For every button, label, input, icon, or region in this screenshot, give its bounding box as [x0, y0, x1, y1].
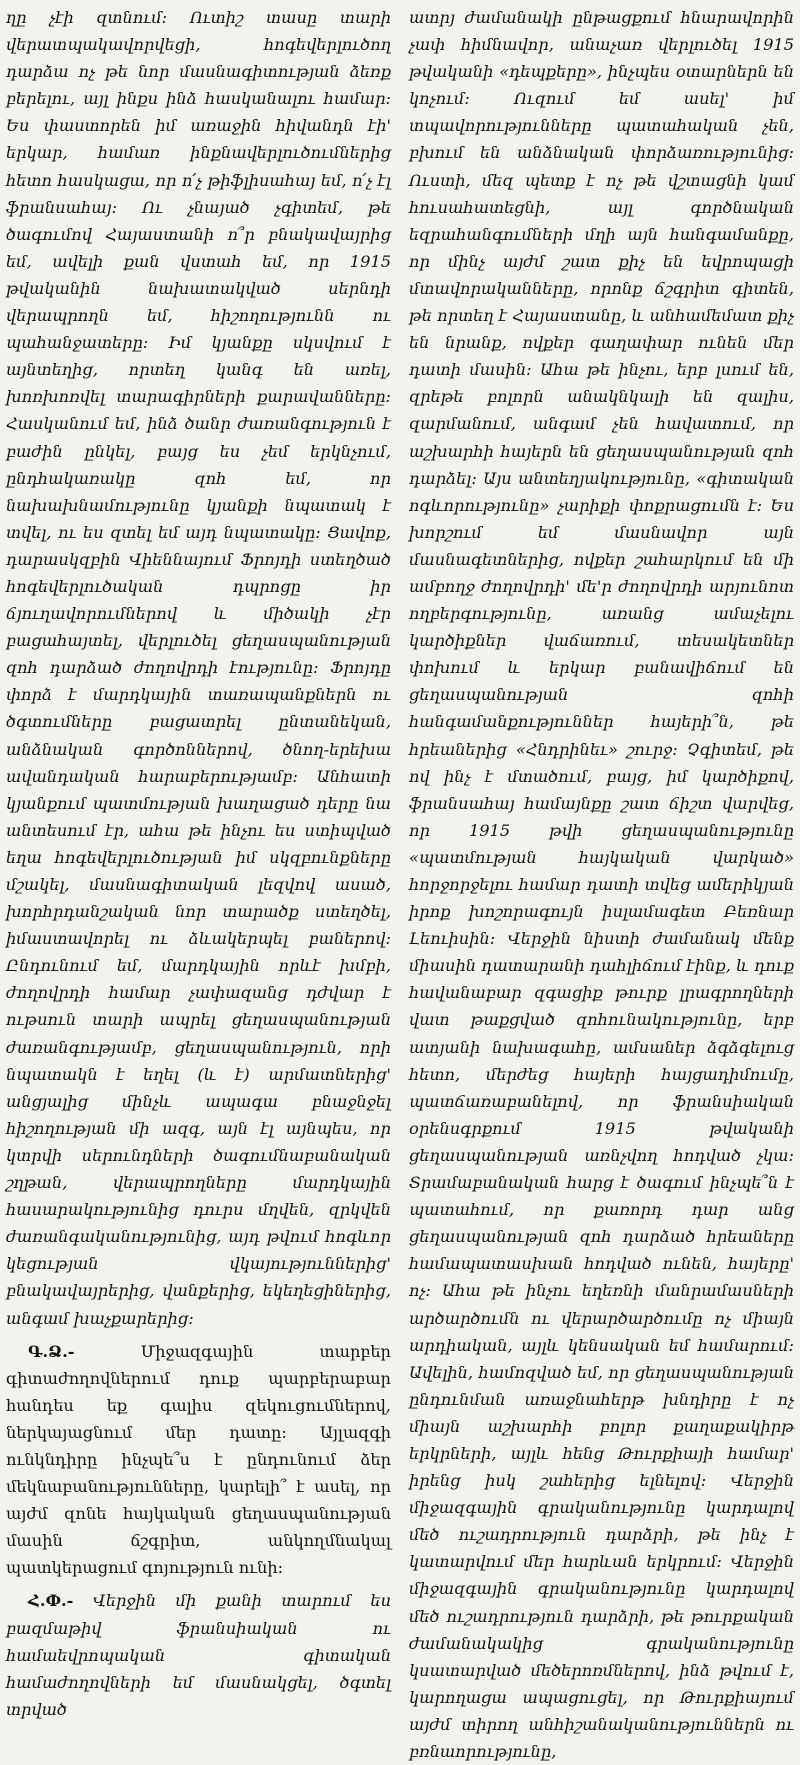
- answer-text: Վերջին մի քանի տարում ես բազմաթիվ ֆրանսիական ու համաեվրոպական գիտական համաժողովների եմ մասնակցել, ծգտել տրված: [6, 1591, 391, 1719]
- interview-question-paragraph: [6, 1338, 391, 1582]
- left-text-column: [6, 4, 391, 1719]
- speaker-label: Հ.Փ.-: [28, 1591, 74, 1611]
- speaker-label: Գ.Ձ.-: [28, 1341, 75, 1361]
- interview-answer-paragraph: [6, 1587, 391, 1722]
- right-text-column: [409, 4, 794, 1761]
- interview-answer-paragraph: ղը չէի զտնում: Ուտիշ տասը տարի վերատպակավորվեցի, հոգեվերլուծող դարձա ոչ թե նոր մասնագիտության ձեռք բերելու, այլ ինքս ինձ հասկանալու համար: Ես փաստորեն իմ առաջին հիվանդն էի' երկար, համառ ինքնավերլուծումներից հետո հասկացա, որ ո՛չ թիֆլիսահայ եմ, ո՛չ էլ ֆրանսահայ: Ու չնայած չգիտեմ, թե ծագումով Հայաստանի ո՞ր բնակավայրից եմ, ավելի քան վստահ եմ, որ 1915 թվականին նախատակված սերնդի վերապրողն եմ, հիշողությունն ու պահանջատերը: Իմ կյանքը սկսվում է այնտեղից, որտեղ կանգ են առել, խոռխոռվել տարագիրների քարավանները: Հասկանում եմ, ինձ ծանր ժառանգություն է բաժին ընկել, բայց ես չեմ երկնչում, ընդհակառակը զոհ եմ, որ նախախնամությունը կյանքի նպատակ է տվել, ու ես զտել եմ այդ նպատակը: Ցավոք, դարասկզբին Վիեննայում Ֆրոյդի ստեղծած հոգեվերլուծական դպրոցը իր ճյուղավորումներով և միծակի չէր բացահայտել, վերլուծել ցեղասպանության զոհ դարձած ժողովրդի էությունը: Ֆրոյդը փորձ է մարդկային տառապանքներն ու ծգտումները բացատրել ընտանեկան, անձնական գործոններով, ծնող-երեխա ավանդական հարաբերությամբ: Անհատի կյանքում պատմության խաղացած դերը նա անտեսում էր, ահա թե ինչու ես ստիպված եղա հոգեվերլուծության իմ սկզբունքները մշակել, մասնագիտական լեզվով ասած, խորհրդանշական նոր տարածք ստեղծել, իմաստավորել ու ձևակերպել բաներով: Ընդունում եմ, մարդկային որևէ խմբի, ժողովրդի համար չափազանց դժվար է ութսուն տարի ապրել ցեղասպանության ժառանգությամբ, ցեղասպանություն, որի նպատակն է եղել (և է) արմատներից' անցյալից մինչև ապագա բնաջնջել հիշողության մի ազգ, այն էլ այնպես, որ կտրվի սերունդների ծագումնաբանական շղթան, վերապրողները մարդկային հասարակությունից դուրս մղվեն, զրկվեն ժառանգականությունից, այդ թվում հոգևոր կեցության վկայություններից' բնակավայրերից, վանքերից, եկեղեցիներից, անգամ խաչքարերից:: [6, 8, 391, 1328]
- question-text: Միջազգային տարբեր գիտաժողովներում դուք պարբերաբար հանդես եք գալիս զեկուցումներով, ներկայացնում մեր դատը: Այլազգի ունկնդիրը ինչպե՞ս է ընդունում ձեր մեկնաբանությունները, կարելի՞ է ասել, որ այժմ զոնե հայկական ցեղասպանության մասին ճշգրիտ, անկողմնակալ պատկերացում գոյություն ունի:: [6, 1341, 391, 1578]
- interview-answer-paragraph: ատրյ ժամանակի ընթացքում հնարավորին չափ հիմնավոր, անաչառ վերլուծել 1915 թվականի «դեպքերը», ինչպես օտարներն են կոչում: Ուզում եմ ասել' իմ տպավորությունները պատահական չեն, բխում են անձնական փորձառությունից: Ուստի, մեզ պետք է ոչ թե վշտացնի կամ հուսահատեցնի, այլ գործնական եզրահանգումների մղի այն հանգամանքը, որ մինչ այժմ շատ քիչ են եվրոպացի մտավորականները, որոնք ճշգրիտ գիտեն, թե որտեղ է Հայաստանը, և անհամեմատ քիչ են նրանք, ովքեր գաղափար ունեն մեր դատի մասին: Ահա թե ինչու, երբ լսում են, զրեթե բոլորն անակնկալի են զալիս, զարմանում, անգամ չեն հավատում, որ աշխարհի հայերն են ցեղասպանության զոհ դարձել: Այս անտեղյակությունը, «գիտական ոգևորությունը» չարիքի փոքրացումն է: Ես խորշում եմ մասնավոր այն մասնագետներից, ովքեր շահարկում են մի ամբողջ ժողովրդի' մե'ր ժողովրդի արյունոտ ողբերգությունը, առանց ամաչելու կարծիքներ վաճառում, տեսակետներ փոխում և երկար բանավիճում են ցեղասպանության զոհի հանգամանքություններ հայերի՞ն, թե հրեաներից «Հնդրինեւ» շուրջ: Չգիտեմ, թե ով ինչ է մտածում, բայց, իմ կարծիքով, ֆրանսահայ համայնքը շատ ճիշտ վարվեց, որ 1915 թվի ցեղասպանությունը «պատմության հայկական վարկած» հորջորջելու համար դատի տվեց ամերիկյան իրոք խոշորագույն իսլամագետ Բեռնար Լեուիսին: Վերջին նիստի ժամանակ մենք միասին դատարանի դահլիճում էինք, և դուք հավանաբար զգացիք թուրք լրագրողների վատ թաքցված զոհունակությունը, երբ ատյանի նախագահը, ամսաներ ձգձգելուց հետո, մերժեց հայերի հայցադիմումը, պատճառաբանելով, որ ֆրանսիական օրենսգրքում 1915 թվականի ցեղասպանության առնչվող հոդված չկա: Տրամաբանական հարց է ծագում ինչպե՞ն է պատահում, որ քառորդ դար անց ցեղասպանության զոհ դարձած հրեաները համապատասխան հոդված ունեն, հայերը' ոչ: Ահա թե ինչու եղեռնի մանրամասների արծարծումն ու վերարծարծումը ոչ միայն արդիական, այլև կենսական եմ համարում: Ավելին, համոզված եմ, որ ցեղասպանության ընդունման առաջնահերթ խնդիրը է ոչ միայն աշխարհի բոլոր քաղաքակիրթ երկրների, այլև հենց Թուրքիայի համար' իրենց իսկ շահերից ելնելով: Վերջին միջազգային գրականությունը կարդալով մեծ ուշադրություն դարձրի, թե ինչ է կատարվում մեր հարևան երկրում: Վերջին միջազգային գրականությունը կարդալով մեծ ուշադրություն դարձրի, թե թուրքական ժամանակակից գրականությունը կսատարված մեծերոռմներով, ինձ թվում է, կարողացա ապացուցել, որ Թուրքիայում այժմ տիրող անհիշանականություններն ու բռնաորությունը,: [409, 8, 794, 1761]
